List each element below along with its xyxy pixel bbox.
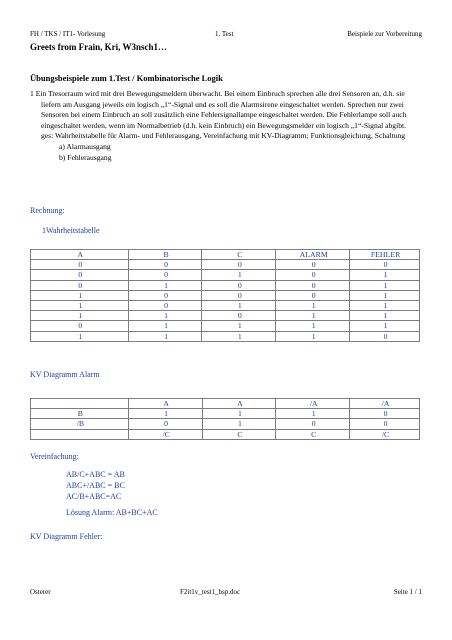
table-cell: 0 [276, 270, 350, 280]
table-cell: 1 [31, 300, 129, 310]
table-cell: 1 [276, 321, 350, 331]
table-cell: 1 [350, 311, 420, 321]
footer-center: F2it1v_test1_bsp.doc [180, 588, 241, 596]
kv-diagram-alarm [30, 398, 420, 440]
table-cell: B [31, 409, 129, 419]
table-cell: A [202, 399, 276, 409]
table-row [31, 300, 420, 310]
header-right: Beispiele zur Vorbereitung [347, 30, 422, 38]
table-cell: 1 [202, 419, 276, 429]
table-cell: 0 [128, 290, 202, 300]
page-footer [30, 588, 422, 598]
truth-table-label: 1Wahrheitstabelle [42, 226, 100, 235]
table-row [31, 270, 420, 280]
table-row [31, 409, 420, 419]
table-cell: 1 [202, 300, 276, 310]
table-cell: 1 [128, 311, 202, 321]
table-cell: 0 [350, 331, 420, 341]
table-cell: 1 [276, 311, 350, 321]
table-cell: /A [350, 399, 420, 409]
table-row [31, 331, 420, 341]
task-a: a) Alarmausgang [59, 141, 111, 151]
footer-right: Seite 1 / 1 [393, 588, 422, 596]
table-cell: 0 [276, 280, 350, 290]
task-b: b) Fehlerausgang [59, 152, 112, 162]
rechnung-label: Rechnung: [30, 206, 65, 215]
table-cell: 0 [276, 419, 350, 429]
column-header: A [31, 250, 129, 260]
table-cell: 1 [128, 280, 202, 290]
table-cell: 0 [276, 260, 350, 270]
table-cell: 1 [350, 290, 420, 300]
task-description [30, 89, 420, 163]
table-row [31, 311, 420, 321]
table-cell: 1 [128, 409, 202, 419]
table-cell: 1 [350, 300, 420, 310]
table-row [31, 429, 420, 439]
header-left: FH / TKS / IT1- Vorlesung [30, 30, 106, 38]
table-cell: 0 [31, 280, 129, 290]
table-cell: 1 [276, 331, 350, 341]
table-cell: A [128, 399, 202, 409]
table-cell: 0 [128, 419, 202, 429]
footer-left: Osterer [30, 588, 51, 596]
table-cell: 0 [202, 290, 276, 300]
table-cell: /B [31, 419, 129, 429]
equation-3: AC/B+ABC=AC [66, 491, 122, 501]
table-row [31, 290, 420, 300]
table-cell: 0 [202, 260, 276, 270]
table-cell: 0 [350, 260, 420, 270]
truth-table [30, 249, 420, 342]
column-header: FEHLER [350, 250, 420, 260]
table-cell: 1 [202, 409, 276, 419]
table-cell: 0 [276, 290, 350, 300]
table-cell: 0 [31, 321, 129, 331]
table-cell: 0 [350, 419, 420, 429]
table-cell: 0 [350, 409, 420, 419]
column-header: C [202, 250, 276, 260]
alarm-solution: Lösung Alarm: AB+BC+AC [66, 508, 158, 518]
table-cell: 1 [31, 331, 129, 341]
table-cell: 1 [31, 290, 129, 300]
table-cell: 1 [128, 331, 202, 341]
table-cell: 1 [128, 321, 202, 331]
greeting: Greets from Frain, Kri, W3nsch1… [30, 42, 167, 52]
table-cell: C [202, 429, 276, 439]
column-header: ALARM [276, 250, 350, 260]
header-center: 1. Test [215, 30, 234, 38]
section-title: Übungsbeispiele zum 1.Test / Kombinatorische Logik [30, 73, 223, 83]
table-cell: 1 [276, 300, 350, 310]
table-cell: /A [276, 399, 350, 409]
page-header [30, 30, 422, 40]
table-cell: 0 [202, 311, 276, 321]
table-cell: 1 [350, 280, 420, 290]
kv-fehler-label: KV Diagramm Fehler: [30, 532, 103, 541]
table-cell: 0 [31, 260, 129, 270]
table-cell: 0 [31, 270, 129, 280]
table-row [31, 321, 420, 331]
table-row [31, 399, 420, 409]
equation-2: ABC+/ABC = BC [66, 480, 125, 490]
table-cell: 1 [276, 409, 350, 419]
table-cell: 0 [128, 300, 202, 310]
table-cell: 1 [202, 331, 276, 341]
table-header-row [31, 250, 420, 260]
table-cell: /C [350, 429, 420, 439]
table-cell: 1 [350, 321, 420, 331]
table-cell: 0 [128, 270, 202, 280]
equations-block [66, 470, 158, 519]
table-cell: 0 [128, 260, 202, 270]
table-cell: 1 [202, 270, 276, 280]
column-header: B [128, 250, 202, 260]
table-cell [31, 429, 129, 439]
table-cell [31, 399, 129, 409]
kv-alarm-label: KV Diagramm Alarm [30, 370, 100, 379]
table-cell: 1 [202, 321, 276, 331]
table-cell: 0 [202, 280, 276, 290]
table-cell: 1 [31, 311, 129, 321]
table-row [31, 260, 420, 270]
task-given: ges: Wahrheitstabelle für Alarm- und Fehlerausgang, Vereinfachung mit KV-Diagramm; Funktionsgleichung, Schaltung [41, 131, 406, 141]
table-cell: 1 [350, 270, 420, 280]
table-row [31, 280, 420, 290]
table-row [31, 419, 420, 429]
table-cell: /C [128, 429, 202, 439]
simplification-label: Vereinfachung: [30, 452, 79, 461]
equation-1: AB/C+ABC = AB [66, 470, 125, 479]
task-text: 1 Ein Tresorraum wird mit drei Bewegungsmeldern überwacht. Bei einem Einbruch sprechen alle drei Sensoren an, d.h. sie liefern am Ausgang jeweils ein logisch „1“-Signal und es soll die Alarmsirene eingeschaltet werden. Sprechen nur zwei Sensoren bei einem Einbruch an soll zusätzlich eine Fehlersignallampe eingeschaltet werden. Die Fehlerlampe soll auch eingeschaltet werden, wenn im Normalbetrieb (d.h. kein Einbruch) ein Bewegungsmelder ein logisch „1“-Signal abgibt. [30, 89, 407, 130]
table-cell: C [276, 429, 350, 439]
